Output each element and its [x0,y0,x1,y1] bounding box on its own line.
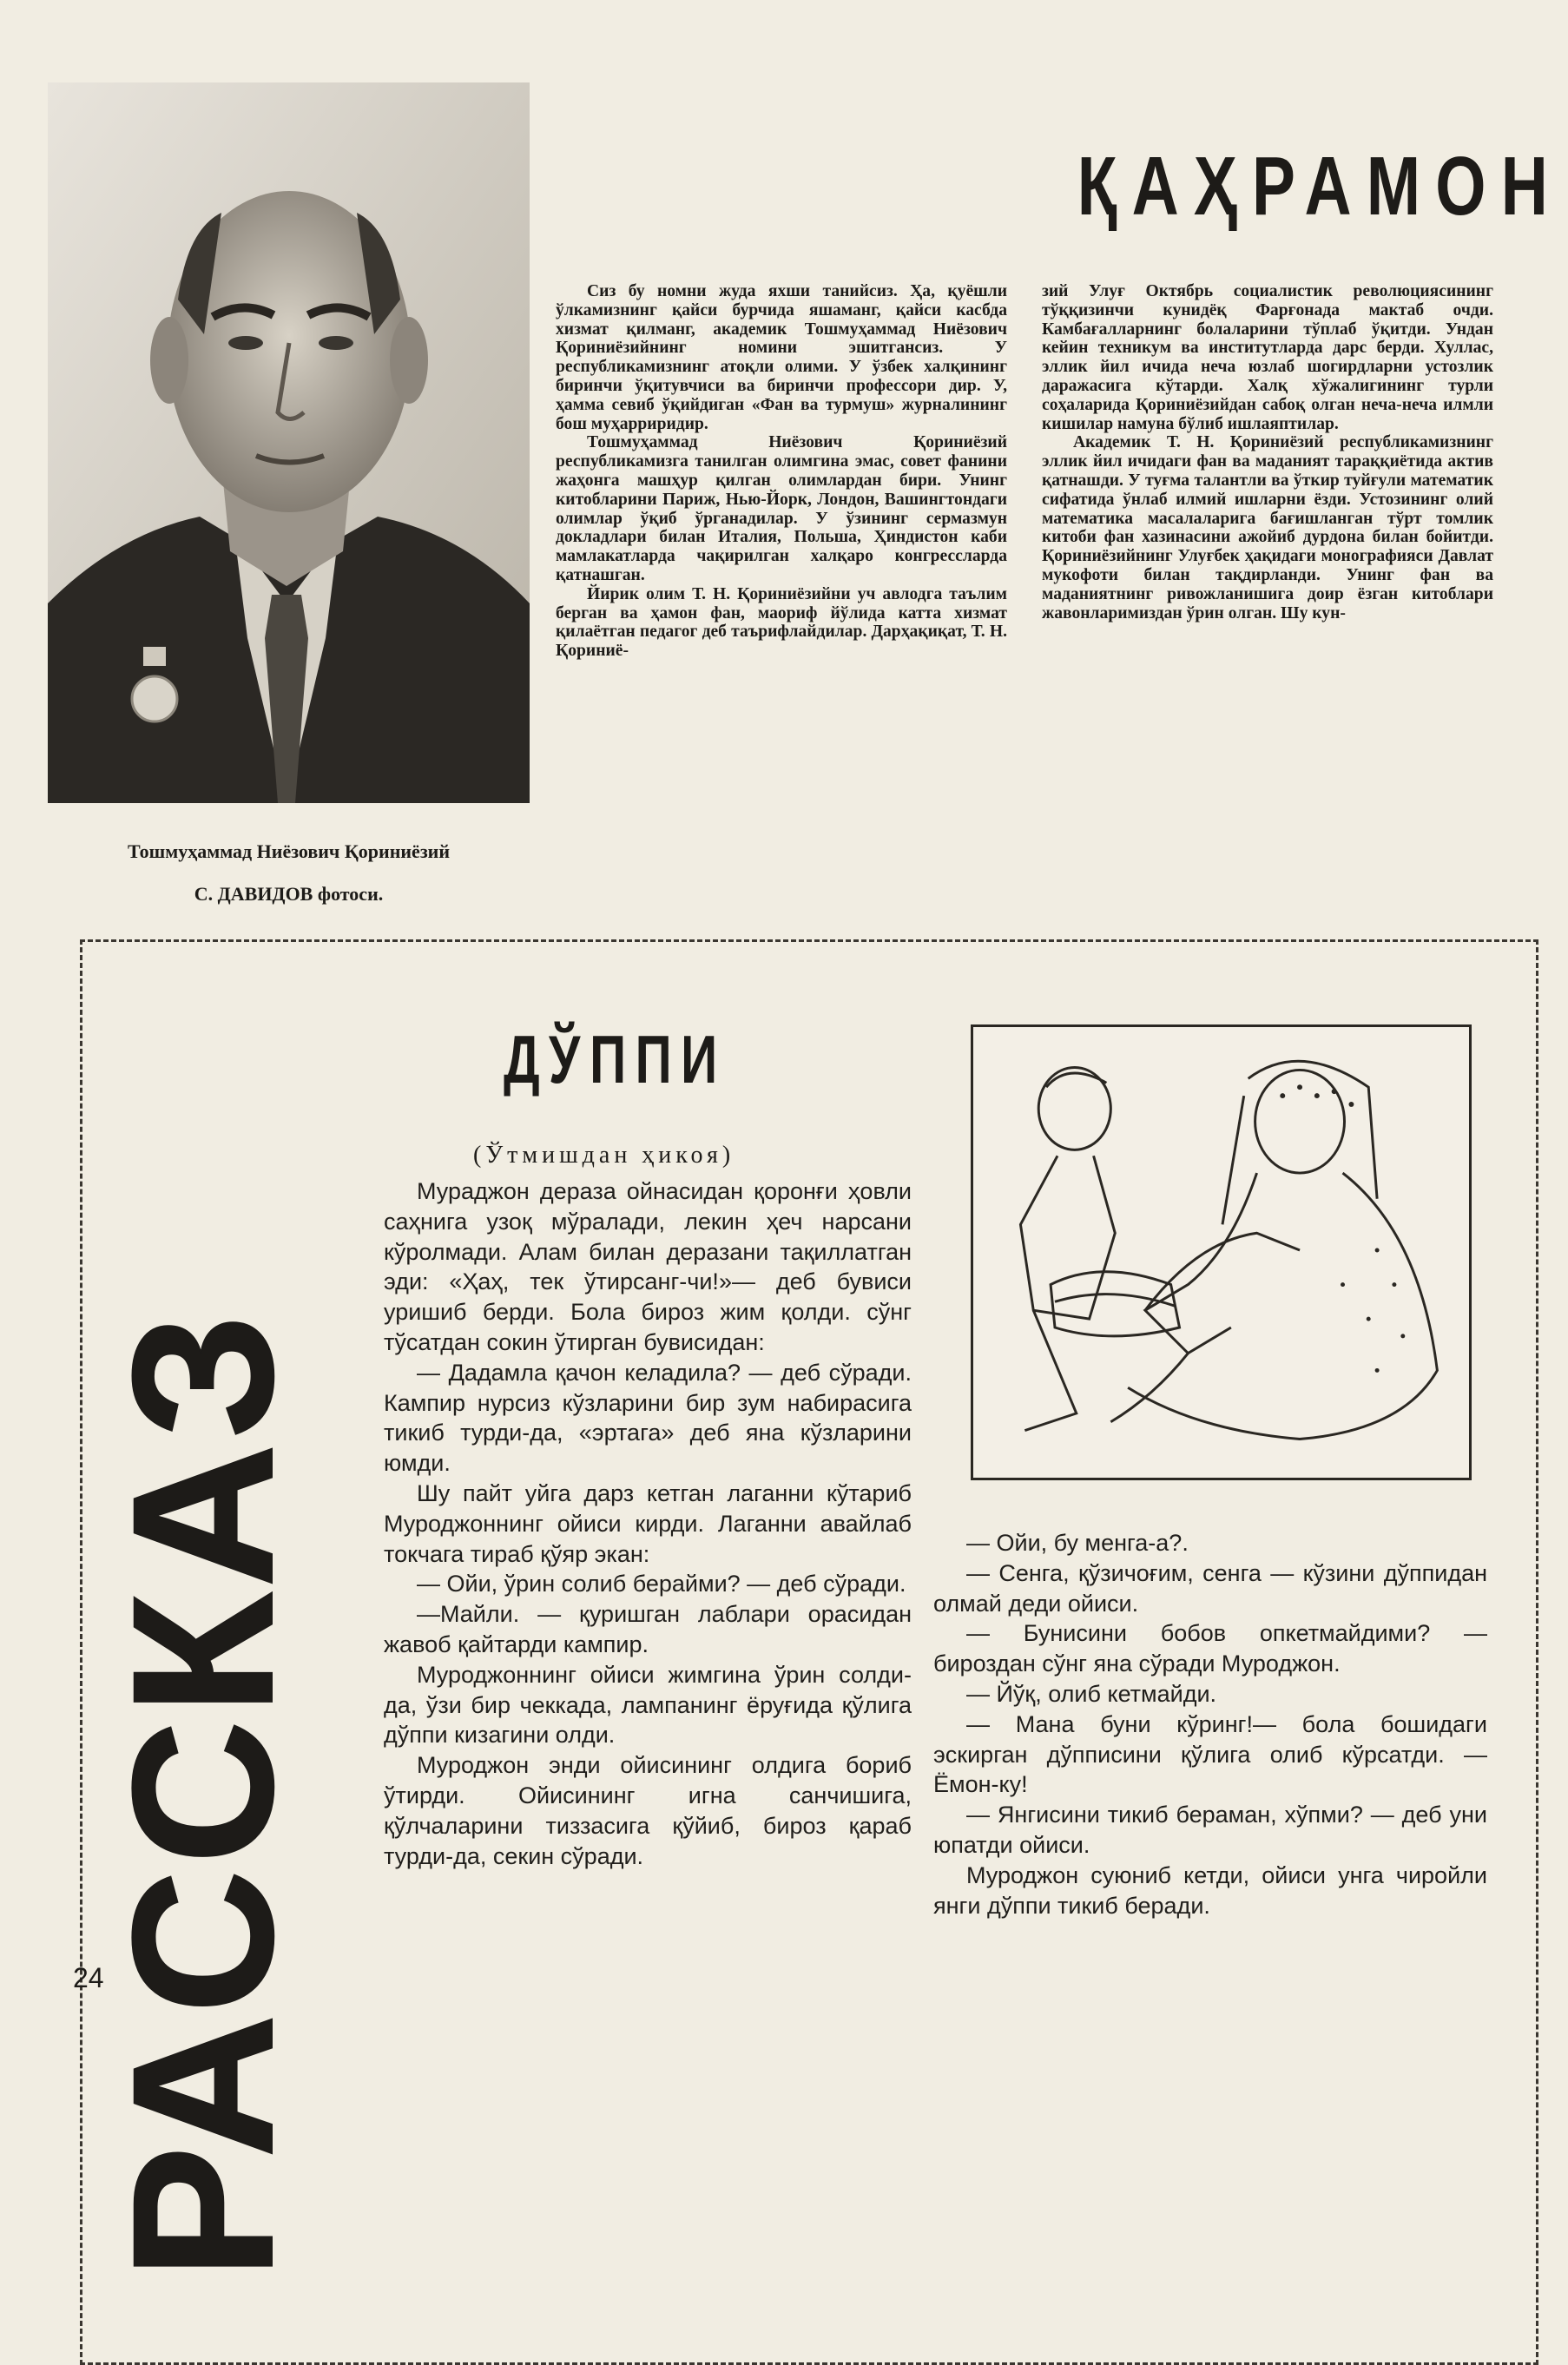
paragraph: — Сенга, қўзичоғим, сенга — кўзини дўппидан олмай деди ойиси. [933,1559,1487,1617]
paragraph: Муроджоннинг ойиси жимгина ўрин солди-да, ўзи бир чеккада, лампанинг ёруғида қўлига дўппи кизагини олди. [384,1661,912,1749]
article-title: ҚАҲРАМОН [1077,140,1563,233]
paragraph: — Ойи, ўрин солиб берайми? — деб сўради. [417,1571,906,1598]
portrait-photo [48,82,530,803]
paragraph: Сиз бу номни жуда яхши танийсиз. Ҳа, қуёшли ўлкамизнинг қайси бурчида яшаманг, қайси касбда хизмат қилманг, академик Тошмуҳаммад Ниёзович Қориниёзийнинг номини эшитгансиз. У республикамизнинг атоқли олими. У ўзбек халқининг биринчи ўқитувчиси ва биринчи профессори дир. У, ҳамма севиб ўқийдиган «Фан ва турмуш» журналининг бош муҳарриридир. [556,282,1007,433]
paragraph: Тошмуҳаммад Ниёзович Қориниёзий республикамизга танилган олимгина эмас, совет фанини жаҳонга машҳур қилган олимлардан бири. Унинг китобларини Париж, Нью-Йорк, Лондон, Вашингтондаги олимлар ўқиб ўрганадилар. У ўзининг сермазмун докладлари билан Италия, Польша, Ҳиндистон каби мамлакатларда чақирилган халқаро конгрессларда қатнашган. [556,433,1007,584]
story-illustration [971,1024,1472,1480]
paragraph: Мураджон дераза ойнасидан қоронғи ҳовли саҳнига узоқ мўралади, лекин ҳеч нарсани кўролмади. Алам билан деразани тақиллатган эди: «Ҳаҳ, тек ўтирсанг-чи!»— деб бувиси уришиб берди. Бола бироз жим қолди. сўнг тўсатдан сокин ўтирган бувисидан: [384,1178,912,1355]
article-column-2 [1042,282,1493,623]
paragraph: зий Улуғ Октябрь социалистик революциясининг тўққизинчи кунидёқ Фарғонада мактаб очди. Камбағалларнинг болаларини тўплаб ўқитди. Ундан кейин техникум ва институтларда дарс берди. Хуллас, эллик йил ичида неча юзлаб шогирдларни устозлик даражасига кўтарди. Халқ хўжалигининг турли соҳаларида Қориниёзийдан сабоқ олган неча-неча илмли кишилар намуна бўлиб ишлаяптилар. [1042,282,1493,433]
paragraph: — Бунисини бобов опкетмайдими? — бироздан сўнг яна сўради Муроджон. [933,1620,1487,1677]
paragraph: — Дадамла қачон келадила? — деб сўради. Кампир нурсиз кўзларини бир зум набирасига тикиб турди-да, «эртага» деб яна кўзларини юмди. [384,1359,912,1477]
paragraph: — Мана буни кўринг!— бола бошидаги эскирган дўпписини қўлига олиб кўрсатди. — Ёмон-ку! [933,1710,1487,1798]
paragraph: — Ойи, бу менга-а?. [966,1530,1189,1556]
paragraph: Муроджон суюниб кетди, ойиси унга чиройли янги дўппи тикиб беради. [933,1861,1487,1919]
story-column-right [933,1528,1487,1920]
article-column-1 [556,282,1007,661]
story-subtitle: (Ўтмишдан ҳикоя) [473,1142,735,1169]
story-column-left [384,1176,912,1871]
story-section-vertical-title [120,994,328,2296]
paragraph: Йирик олим Т. Н. Қориниёзийни уч авлодга таълим берган ва ҳамон фан, маориф йўлида катта хизмат қилаётган педагог деб таърифлайдилар. Дарҳақиқат, Т. Н. Қориниё- [556,584,1007,661]
paragraph: — Йўқ, олиб кетмайди. [966,1680,1217,1707]
paragraph: —Майли. — қуришган лаблари орасидан жавоб қайтарди кампир. [384,1601,912,1657]
paragraph: — Янгисини тикиб бераман, хўпми? — деб уни юпатди ойиси. [933,1802,1487,1858]
photo-caption-name: Тошмуҳаммад Ниёзович Қориниёзий [127,840,451,862]
paragraph: Академик Т. Н. Қориниёзий республикамизнинг эллик йил ичидаги фан ва маданият тараққиётида актив қатнашди. У туғма талантли ва ўткир туйғули математик сифатида ўнлаб илмий ишларни ёзди. Устозининг олий математика масалаларига бағишланган тўрт томлик китоби фан хазинасини ажойиб дурдона билан бойитди. Қориниёзийнинг Улуғбек ҳақидаги монографияси Давлат мукофоти билан тақдирланди. Унинг фан ва маданиятнинг ривожланишига доир ёзган китоблари жавонларимиздан ўрин олган. Шу кун- [1042,433,1493,623]
paragraph: Муроджон энди ойисининг олдига бориб ўтирди. Ойисининг игна санчишига, қўлчаларини тиззасига қўйиб, бироз қараб турди-да, секин сўради. [384,1752,912,1869]
story-title: ДЎППИ [504,1021,727,1097]
vertical-title-text: РАССКАЗ [120,1308,314,2279]
paragraph: Шу пайт уйга дарз кетган лаганни кўтариб Муроджоннинг ойиси кирди. Лаганни авайлаб токчага тираб қўяр экан: [384,1479,912,1567]
page-number: 24 [73,1962,104,1993]
photo-credit: С. ДАВИДОВ фотоси. [194,883,384,905]
